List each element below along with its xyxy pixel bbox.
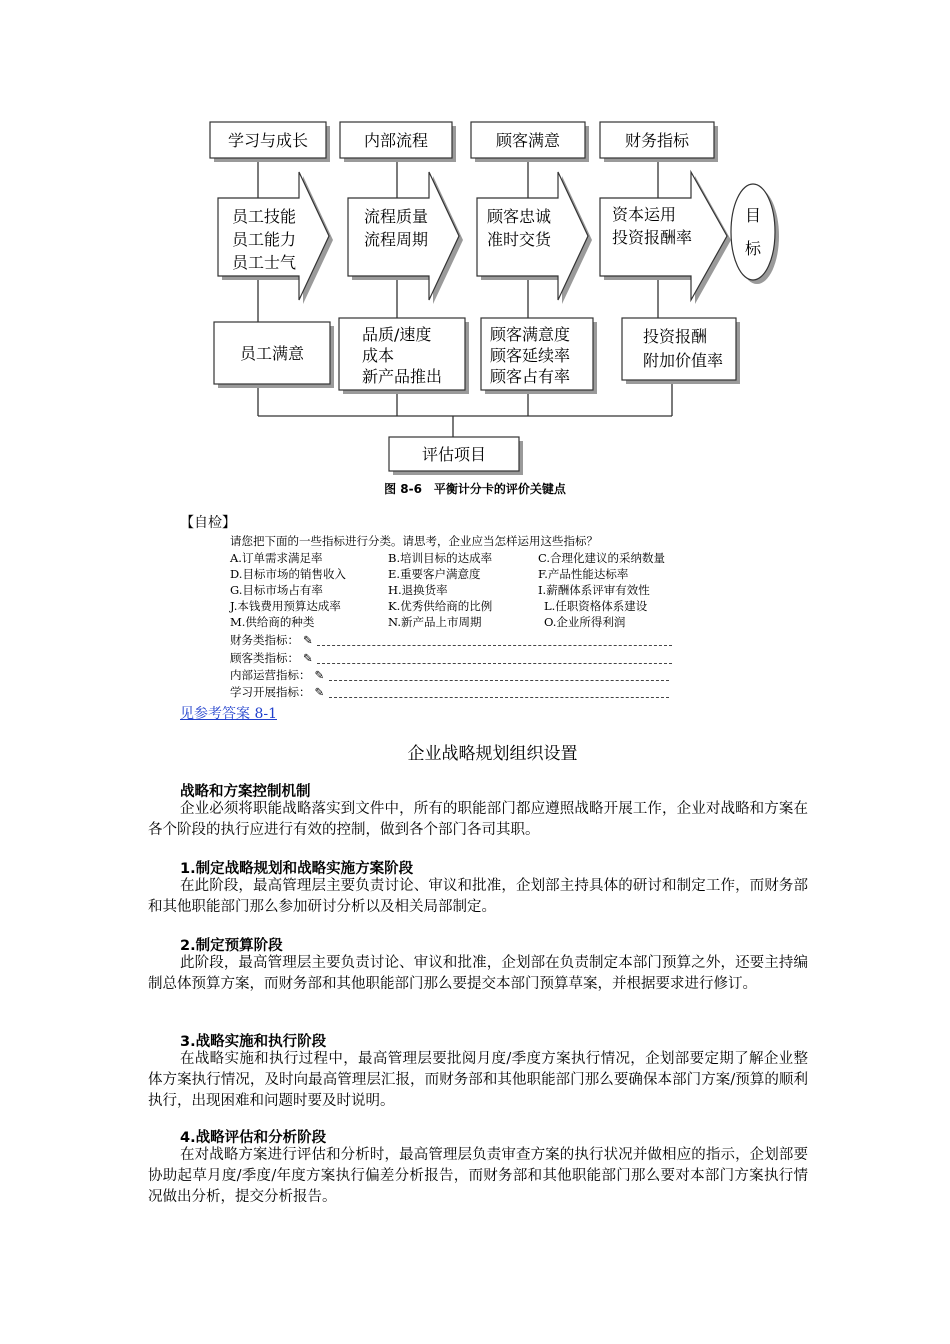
stage-4-paragraph: 在对战略方案进行评估和分析时，最高管理层负责审查方案的执行状况并做相应的指示，企划部要协助起草月度/季度/年度方案执行偏差分析报告，而财务部和其他职能部门那么要对本部门方案执行情况做出分析，提交分析报告。 [148, 1147, 808, 1205]
stage-4-heading: 4.战略评估和分析阶段 [180, 1130, 327, 1146]
option-a: A.订单需求满足率 [230, 551, 323, 565]
evaluation-box [389, 437, 523, 475]
option-b: B.培训目标的达成率 [388, 551, 493, 565]
bottom-1-line-1: 员工满意 [239, 344, 305, 363]
fill-label-internal: 内部运营指标： [230, 668, 311, 682]
bottom-3-line-3: 顾客占有率 [490, 367, 571, 386]
option-o: O.企业所得利润 [544, 615, 626, 629]
arrow-2 [348, 172, 463, 304]
intro-paragraph: 企业必须将职能战略落实到文件中，所有的职能部门都应遵照战略开展工作，企业对战略和方案在各个阶段的执行应进行有效的控制，做到各个部门各司其职。 [148, 801, 808, 838]
header-box-3 [471, 122, 589, 162]
bottom-3-line-2: 顾客延续率 [490, 346, 571, 365]
arrow-2-line-2: 流程周期 [364, 230, 429, 249]
fill-label-financial: 财务类指标： [230, 633, 299, 647]
arrow-4-line-1: 资本运用 [612, 205, 677, 224]
stage-2-heading: 2.制定预算阶段 [180, 938, 283, 954]
goal-char-2: 标 [744, 239, 762, 258]
option-j: J.本钱费用预算达成率 [230, 599, 341, 613]
answer-reference-link[interactable]: 见参考答案 8-1 [180, 706, 277, 722]
option-c: C.合理化建议的采纳数量 [538, 551, 666, 565]
goal-ellipse [731, 184, 779, 284]
arrow-3 [477, 172, 592, 304]
pen-icon: ✎ [314, 685, 325, 699]
option-h: H.退换货率 [388, 583, 448, 597]
arrow-2-line-1: 流程质量 [364, 207, 429, 226]
arrow-4 [600, 172, 731, 304]
bottom-box-3 [481, 318, 597, 394]
stage-2-paragraph: 此阶段，最高管理层主要负责讨论、审议和批准，企划部在负责制定本部门预算之外，还要主持编制总体预算方案，而财务部和其他职能部门那么要提交本部门预算草案，并根据要求进行修订。 [148, 955, 808, 992]
bottom-box-4 [622, 318, 740, 384]
pen-icon: ✎ [303, 651, 313, 665]
pen-icon: ✎ [314, 668, 325, 682]
arrow-1 [218, 172, 333, 304]
header-financial: 财务指标 [624, 131, 690, 150]
option-i: I.薪酬体系评审有效性 [538, 583, 650, 597]
option-e: E.重要客户满意度 [388, 567, 481, 581]
option-k: K.优秀供给商的比例 [388, 599, 493, 613]
fill-label-customer: 顾客类指标： [230, 651, 299, 665]
evaluation-label: 评估项目 [421, 445, 487, 464]
option-f: F.产品性能达标率 [538, 567, 629, 581]
header-customer-satisfaction: 顾客满意 [495, 131, 561, 150]
header-learning-growth: 学习与成长 [227, 131, 309, 150]
option-d: D.目标市场的销售收入 [230, 567, 346, 581]
bottom-4-line-1: 投资报酬 [643, 327, 708, 346]
fill-line[interactable] [317, 655, 672, 664]
bottom-2-line-1: 品质/速度 [362, 325, 432, 344]
selfcheck-question: 请您把下面的一些指标进行分类。请思考，企业应当怎样运用这些指标？ [230, 534, 598, 548]
option-l: L.任职资格体系建设 [544, 599, 648, 613]
stage-1-paragraph: 在此阶段，最高管理层主要负责讨论、审议和批准，企划部主持具体的研讨和制定工作，而财务部和其他职能部门那么参加研讨分析以及相关局部制定。 [148, 878, 808, 915]
header-box-4 [600, 122, 718, 162]
arrow-1-line-1: 员工技能 [232, 207, 297, 226]
arrow-1-line-2: 员工能力 [232, 230, 297, 249]
section-heading: 战略和方案控制机制 [180, 784, 311, 800]
option-g: G.目标市场占有率 [230, 583, 323, 597]
fill-row-internal [230, 667, 669, 683]
goal-char-1: 目 [744, 206, 762, 225]
stage-1-heading: 1.制定战略规划和战略实施方案阶段 [180, 861, 414, 877]
arrow-4-line-2: 投资报酬率 [612, 228, 693, 247]
option-m: M.供给商的种类 [230, 615, 315, 629]
stage-3-heading: 3.战略实施和执行阶段 [180, 1034, 327, 1050]
bottom-3-line-1: 顾客满意度 [490, 325, 571, 344]
arrow-3-line-2: 准时交货 [487, 230, 552, 249]
section-title: 企业战略规划组织设置 [407, 744, 578, 764]
stage-3-paragraph: 在战略实施和执行过程中，最高管理层要批阅月度/季度方案执行情况，企划部要定期了解企业整体方案执行情况，及时向最高管理层汇报，而财务部和其他职能部门那么要确保本部门方案/预算的顺利执行，出现困难和问题时要及时说明。 [148, 1051, 808, 1109]
bottom-4-line-2: 附加价值率 [643, 351, 724, 370]
header-internal-process: 内部流程 [363, 131, 429, 150]
fill-line[interactable] [317, 637, 672, 646]
selfcheck-title: 【自检】 [180, 515, 236, 531]
fill-row-financial [230, 632, 672, 648]
fill-row-customer [230, 650, 672, 666]
fill-row-learning [230, 684, 669, 700]
bottom-2-line-2: 成本 [362, 346, 395, 365]
fill-label-learning: 学习开展指标： [230, 685, 311, 699]
pen-icon: ✎ [303, 633, 313, 647]
figure-caption: 图 8-6 平衡计分卡的评价关键点 [384, 482, 566, 496]
bottom-box-1 [214, 322, 334, 388]
fill-line[interactable] [329, 689, 669, 698]
option-n: N.新产品上市周期 [388, 615, 482, 629]
bottom-box-2 [339, 318, 469, 394]
header-box-2 [340, 122, 456, 162]
bottom-2-line-3: 新产品推出 [362, 367, 443, 386]
balanced-scorecard-diagram [0, 0, 950, 480]
header-box-1 [210, 122, 330, 162]
arrow-1-line-3: 员工士气 [232, 253, 297, 272]
arrow-3-line-1: 顾客忠诚 [487, 207, 552, 226]
fill-line[interactable] [329, 672, 669, 681]
